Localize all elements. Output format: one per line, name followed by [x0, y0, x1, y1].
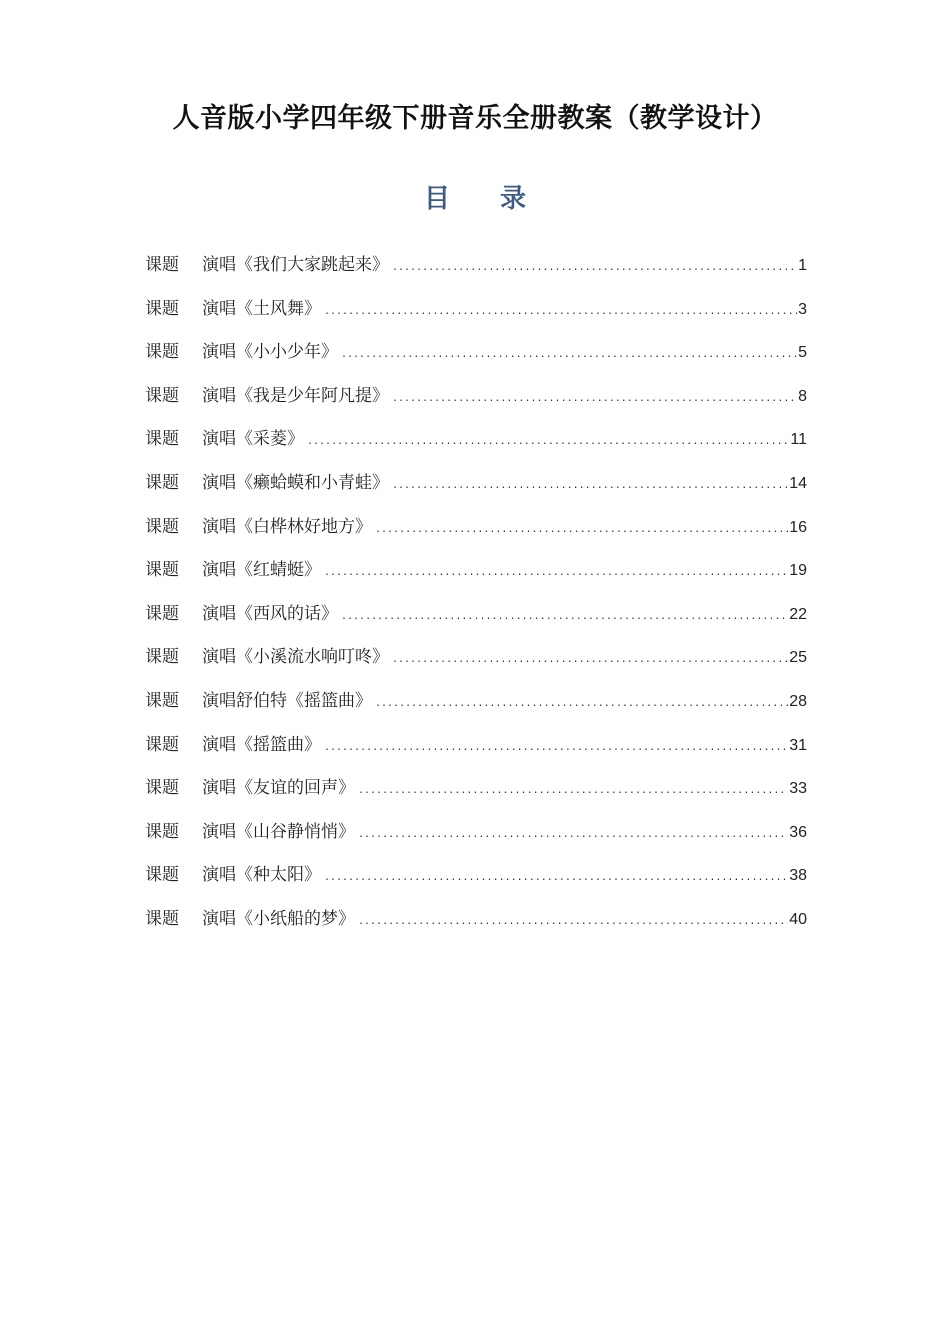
toc-entry-page[interactable]: 11	[790, 431, 807, 449]
toc-leader-dots	[324, 567, 788, 578]
toc-entry-label: 课题	[145, 647, 179, 668]
toc-entry-page[interactable]: 33	[789, 780, 807, 798]
toc-entry-label: 课题	[145, 429, 179, 450]
toc-entry[interactable]	[145, 250, 807, 294]
toc-entry[interactable]	[145, 730, 807, 774]
toc-entry[interactable]	[145, 686, 807, 730]
toc-entry-title[interactable]: 演唱《种太阳》	[202, 865, 321, 886]
toc-leader-dots	[341, 611, 788, 622]
toc-entry-page[interactable]: 8	[798, 387, 807, 405]
toc-entry-page[interactable]: 16	[789, 518, 807, 536]
toc-entry-label: 课题	[145, 821, 179, 842]
toc-entry-page[interactable]: 38	[789, 867, 807, 885]
toc-entry-label: 课题	[145, 865, 179, 886]
toc-entry-title[interactable]: 演唱《我是少年阿凡提》	[202, 385, 389, 406]
toc-leader-dots	[358, 829, 788, 840]
toc-entry-page[interactable]: 1	[798, 257, 807, 274]
toc-leader-dots	[392, 480, 788, 491]
toc-entry-page[interactable]: 5	[798, 344, 807, 362]
toc-entry-title[interactable]: 演唱《我们大家跳起来》	[202, 255, 389, 275]
toc-entry-label: 课题	[145, 298, 179, 319]
toc-entry[interactable]	[145, 512, 807, 556]
toc-entry-title[interactable]: 演唱《友谊的回声》	[202, 778, 355, 799]
toc-entry-title[interactable]: 演唱《西风的话》	[202, 603, 338, 624]
document-title: 人音版小学四年级下册音乐全册教案（教学设计）	[172, 103, 778, 134]
toc-entry[interactable]	[145, 860, 807, 904]
toc-leader-dots	[324, 306, 797, 317]
toc-entry-page[interactable]: 31	[789, 736, 807, 754]
toc-entry[interactable]	[145, 294, 807, 338]
toc-leader-dots	[392, 262, 797, 273]
toc-heading-right: 录	[500, 184, 527, 214]
toc-entry-page[interactable]: 3	[798, 300, 807, 318]
toc-entry-label: 课题	[145, 385, 179, 406]
table-of-contents	[145, 250, 807, 948]
toc-entry-title[interactable]: 演唱《癞蛤蟆和小青蛙》	[202, 472, 389, 493]
toc-entry-title[interactable]: 演唱《山谷静悄悄》	[202, 821, 355, 842]
toc-entry[interactable]	[145, 555, 807, 599]
toc-entry[interactable]	[145, 424, 807, 468]
toc-entry-title[interactable]: 演唱《土风舞》	[202, 298, 321, 319]
toc-entry-page[interactable]: 25	[789, 649, 807, 667]
toc-entry-title[interactable]: 演唱《摇篮曲》	[202, 734, 321, 755]
toc-entry-page[interactable]: 14	[789, 474, 807, 492]
toc-leader-dots	[341, 349, 797, 360]
toc-leader-dots	[392, 654, 788, 665]
toc-entry-label: 课题	[145, 690, 179, 711]
toc-entry-title[interactable]: 演唱《小纸船的梦》	[202, 908, 355, 929]
toc-leader-dots	[375, 698, 788, 709]
toc-entry[interactable]	[145, 337, 807, 381]
toc-entry-label: 课题	[145, 778, 179, 799]
toc-entry-page[interactable]: 22	[789, 605, 807, 623]
toc-entry-label: 课题	[145, 516, 179, 537]
toc-leader-dots	[324, 742, 788, 753]
toc-entry[interactable]	[145, 381, 807, 425]
toc-entry-title[interactable]: 演唱《小溪流水响叮咚》	[202, 647, 389, 668]
toc-entry[interactable]	[145, 468, 807, 512]
toc-entry-title[interactable]: 演唱舒伯特《摇篮曲》	[202, 690, 372, 711]
toc-entry[interactable]	[145, 817, 807, 861]
toc-entry-title[interactable]: 演唱《小小少年》	[202, 342, 338, 363]
toc-leader-dots	[392, 393, 797, 404]
toc-entry-title[interactable]: 演唱《白桦林好地方》	[202, 516, 372, 537]
toc-entry-label: 课题	[145, 255, 179, 275]
toc-entry-title[interactable]: 演唱《采菱》	[202, 429, 304, 450]
toc-entry-label: 课题	[145, 734, 179, 755]
toc-entry-page[interactable]: 28	[789, 692, 807, 710]
toc-entry-label: 课题	[145, 560, 179, 581]
toc-entry-label: 课题	[145, 472, 179, 493]
toc-leader-dots	[375, 524, 788, 535]
toc-entry-page[interactable]: 40	[789, 910, 807, 928]
toc-entry-page[interactable]: 19	[789, 562, 807, 580]
toc-heading-left: 目	[423, 184, 450, 214]
toc-entry[interactable]	[145, 599, 807, 643]
toc-entry-label: 课题	[145, 603, 179, 624]
toc-entry[interactable]	[145, 904, 807, 948]
toc-entry[interactable]	[145, 642, 807, 686]
toc-leader-dots	[324, 872, 788, 883]
toc-leader-dots	[358, 785, 788, 796]
toc-entry-label: 课题	[145, 908, 179, 929]
toc-entry-page[interactable]: 36	[789, 823, 807, 841]
toc-heading	[0, 178, 950, 215]
toc-leader-dots	[358, 916, 788, 927]
toc-leader-dots	[307, 436, 789, 447]
toc-entry-label: 课题	[145, 342, 179, 363]
toc-entry-title[interactable]: 演唱《红蜻蜓》	[202, 560, 321, 581]
toc-entry[interactable]	[145, 773, 807, 817]
